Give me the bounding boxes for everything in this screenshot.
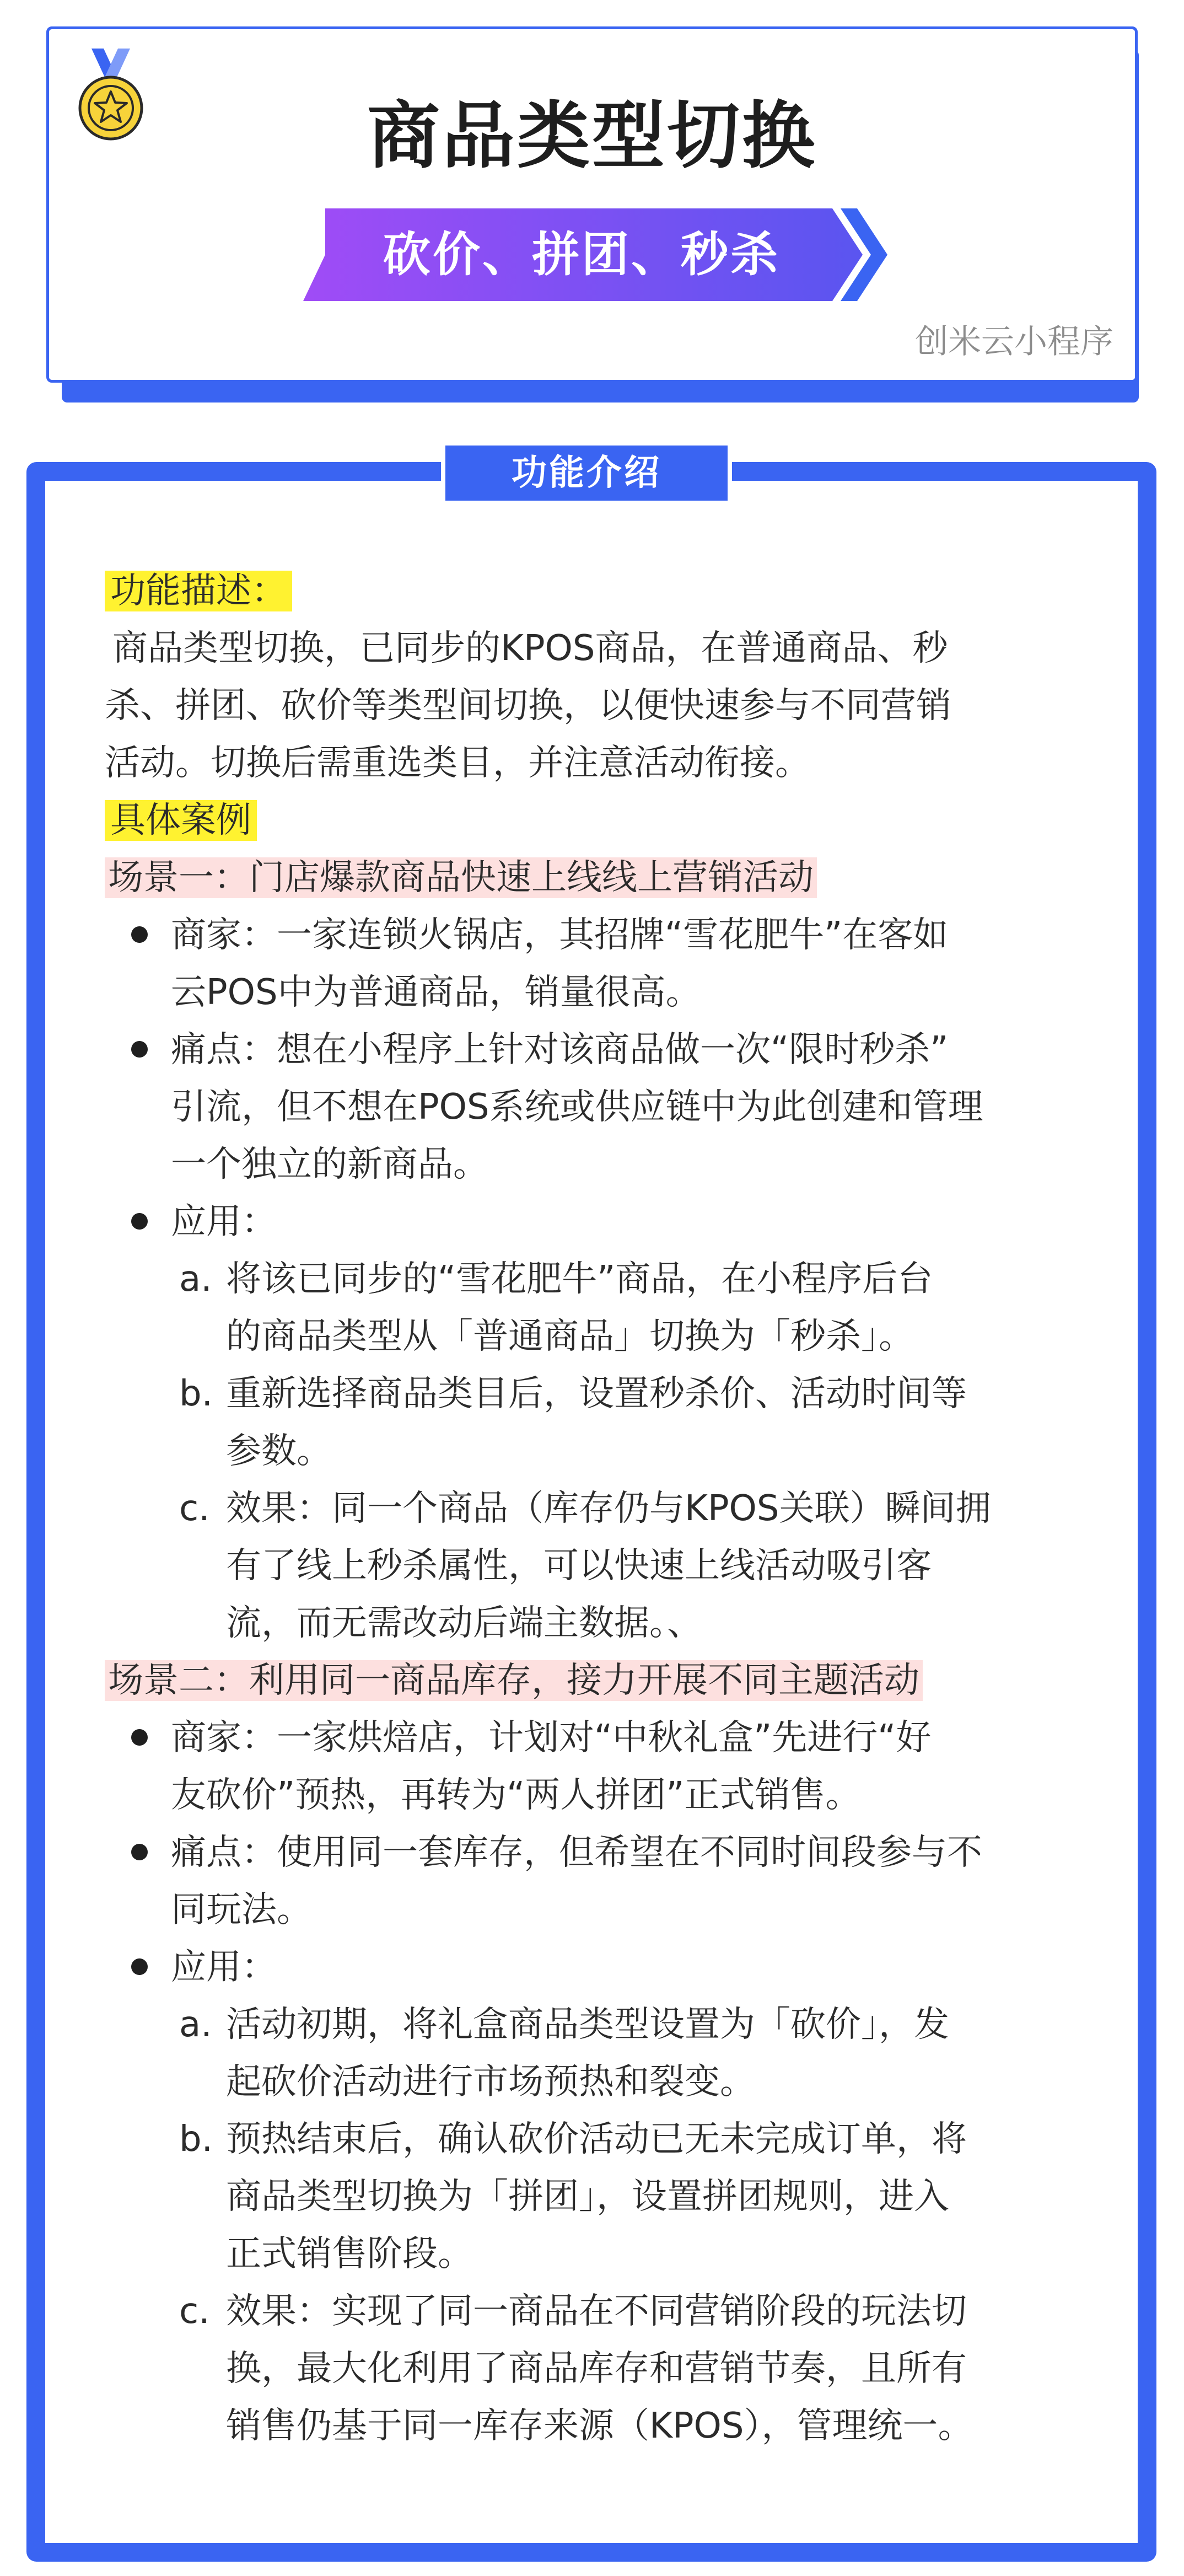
sub-item-letter: a. [179,1259,212,1300]
list-item [105,1021,1097,1193]
cases-heading: 具体案例 [105,800,257,841]
sub-item-text: 正式销售阶段。 [226,2234,473,2274]
sub-item [105,1251,1097,1365]
sub-item-text: 商品类型切换为「拼团」，设置拼团规则，进入 [226,2176,949,2217]
list-item-text: 商家：一家连锁火锅店，其招牌“雪花肥牛”在客如 [171,915,949,956]
sub-item-text: 将该已同步的“雪花肥牛”商品，在小程序后台 [226,1259,933,1300]
list-item-text: 友砍价”预热，再转为“两人拼团”正式销售。 [171,1775,861,1816]
bullet-icon [131,1844,148,1860]
sub-item-text: 预热结束后，确认砍价活动已无未完成订单，将 [226,2119,967,2160]
desc-heading: 功能描述： [105,571,292,611]
list-item-text: 一个独立的新商品。 [171,1144,488,1185]
list-item [105,1709,1097,1824]
sub-item-text: 活动初期，将礼盒商品类型设置为「砍价」，发 [226,2004,949,2045]
list-item-text: 同玩法。 [171,1890,312,1930]
list-item-text: 云POS中为普通商品，销量很高。 [171,972,701,1013]
sub-item-letter: c. [179,2291,210,2332]
list-item [105,906,1097,1021]
sub-item [105,2111,1097,2283]
page-title: 商品类型切换 [367,94,817,179]
sub-item-text: 效果：同一个商品（库存仍与KPOS关联）瞬间拥 [226,1488,991,1529]
bullet-icon [131,926,148,943]
brand-signature: 创米云小程序 [915,323,1113,361]
list-item-text: 商家：一家烘焙店，计划对“中秋礼盒”先进行“好 [171,1718,932,1758]
subtitle-banner-text: 砍价、拼团、秒杀 [383,227,780,282]
scene1-title: 场景一：门店爆款商品快速上线线上营销活动 [105,857,817,898]
sub-item-letter: a. [179,2004,212,2045]
list-item-text: 痛点：想在小程序上针对该商品做一次“限时秒杀” [171,1029,949,1070]
bullet-icon [131,1041,148,1058]
sub-item-letter: b. [179,2119,213,2160]
sub-item-text: 的商品类型从「普通商品」切换为「秒杀」。 [226,1316,914,1357]
desc-line: 商品类型切换，已同步的KPOS商品，在普通商品、秒 [112,628,948,669]
bullet-icon [131,1213,148,1230]
sub-item-text: 效果：实现了同一商品在不同营销阶段的玩法切 [226,2291,967,2332]
intro-content [105,562,1097,2455]
sub-item-text: 换，最大化利用了商品库存和营销节奏，且所有 [226,2348,967,2389]
sub-item-letter: c. [179,1488,210,1529]
bullet-icon [131,1958,148,1975]
list-item-text: 应用： [171,1947,277,1988]
list-item [105,1939,1097,1996]
sub-item [105,1480,1097,1652]
desc-line: 杀、拼团、砍价等类型间切换，以便快速参与不同营销 [105,685,951,726]
sub-item-text: 重新选择商品类目后，设置秒杀价、活动时间等 [226,1373,967,1414]
sub-item-text: 销售仍基于同一库存来源（KPOS），管理统一。 [226,2406,973,2446]
sub-item-text: 起砍价活动进行市场预热和裂变。 [226,2062,755,2102]
list-item-text: 引流，但不想在POS系统或供应链中为此创建和管理 [171,1087,983,1128]
desc-line: 活动。切换后需重选类目，并注意活动衔接。 [105,743,810,783]
list-item-text: 应用： [171,1201,277,1242]
list-item [105,1193,1097,1251]
sub-item-letter: b. [179,1373,213,1414]
section-tab: 功能介绍 [441,441,732,505]
list-item [105,1824,1097,1939]
sub-item [105,1996,1097,2111]
sub-item-text: 参数。 [226,1431,332,1472]
sub-item-text: 流，而无需改动后端主数据。、 [226,1603,702,1644]
sub-item [105,1365,1097,1480]
scene2-title: 场景二：利用同一商品库存，接力开展不同主题活动 [105,1660,923,1701]
sub-item [105,2283,1097,2455]
sub-item-text: 有了线上秒杀属性，可以快速上线活动吸引客 [226,1545,932,1586]
bullet-icon [131,1729,148,1746]
list-item-text: 痛点：使用同一套库存，但希望在不同时间段参与不 [171,1832,982,1873]
